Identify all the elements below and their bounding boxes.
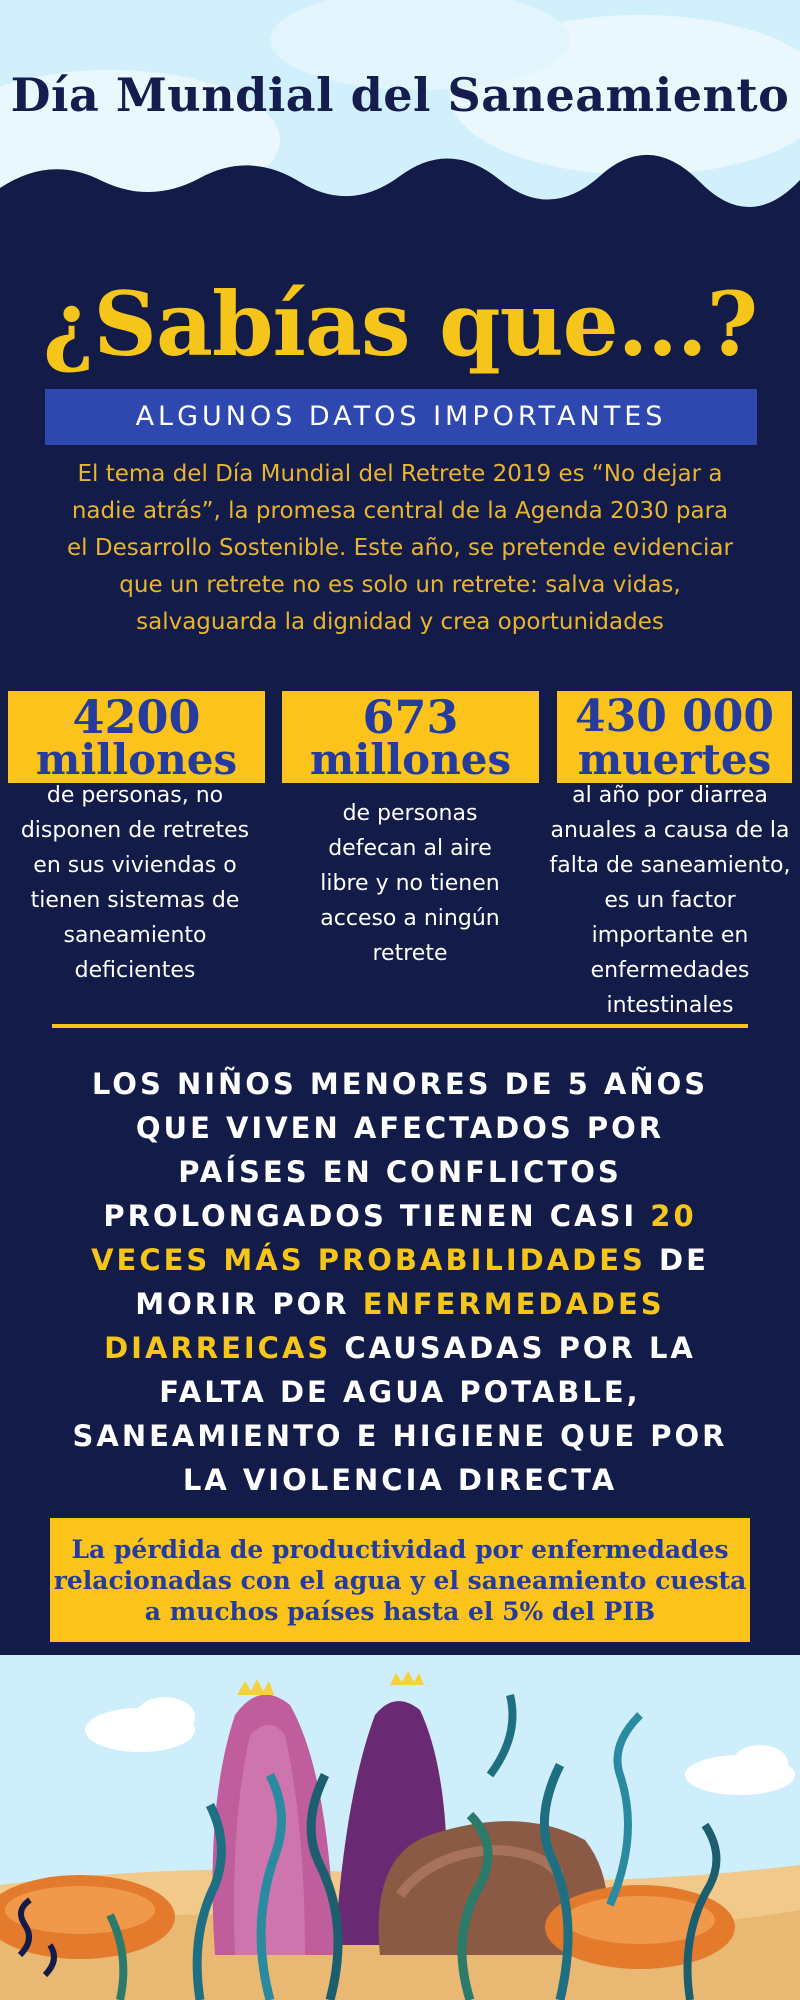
stat-box-3	[557, 691, 792, 783]
divider-line	[52, 1024, 748, 1028]
highlight-paragraph	[70, 1062, 730, 1502]
footer-callout	[50, 1518, 750, 1642]
stat-box-2	[282, 691, 539, 783]
stat-unit: millones	[35, 735, 238, 784]
highlight-emphasis: ENFERMEDADES DIARREICAS	[104, 1287, 665, 1365]
stat-description-2: de personas defecan al aire libre y no tienen acceso a ningún retrete	[320, 801, 500, 966]
intro-text: El tema del Día Mundial del Retrete 2019 es “No dejar a nadie atrás”, la promesa central de la Agenda 2030 para el Desarrollo Sostenible. Este año, se pretende evidenciar que un retrete no es solo un retrete: salva vidas, salvaguarda la dignidad y crea oportunidades	[67, 461, 733, 635]
seabed-illustration	[0, 1655, 800, 2000]
stat-box-1	[8, 691, 265, 783]
stat-number: 673	[362, 690, 459, 744]
stat-description-3: al año por diarrea anuales a causa de la falta de saneamiento, es un factor importante en enfermedades intestinales	[549, 783, 791, 1018]
stat-number: 4200	[72, 690, 201, 744]
stat-unit: muertes	[577, 735, 772, 784]
highlight-text: DE MORIR POR	[135, 1243, 709, 1321]
stat-description-1: de personas, no disponen de retretes en sus viviendas o tienen sistemas de saneamiento deficientes	[20, 783, 250, 983]
section-banner: ALGUNOS DATOS IMPORTANTES	[45, 389, 757, 445]
highlight-emphasis: 20 VECES MÁS PROBABILIDADES	[91, 1199, 697, 1277]
stat-number: 430 000	[574, 691, 774, 742]
footer-callout-text: La pérdida de productividad por enfermedades relacionadas con el agua y el saneamiento cuesta a muchos países hasta el 5% del PIB	[53, 1534, 747, 1626]
page-title: Día Mundial del Saneamiento	[10, 68, 790, 122]
stat-unit: millones	[309, 735, 512, 784]
highlight-text: CAUSADAS POR LA FALTA DE AGUA POTABLE, SANEAMIENTO E HIGIENE QUE POR LA VIOLENCIA DIRECTA	[72, 1331, 728, 1497]
highlight-text: LOS NIÑOS MENORES DE 5 AÑOS QUE VIVEN AFECTADOS POR PAÍSES EN CONFLICTOS PROLONGADOS TIENEN CASI	[91, 1067, 709, 1233]
hero-heading: ¿Sabías que...?	[42, 272, 758, 376]
